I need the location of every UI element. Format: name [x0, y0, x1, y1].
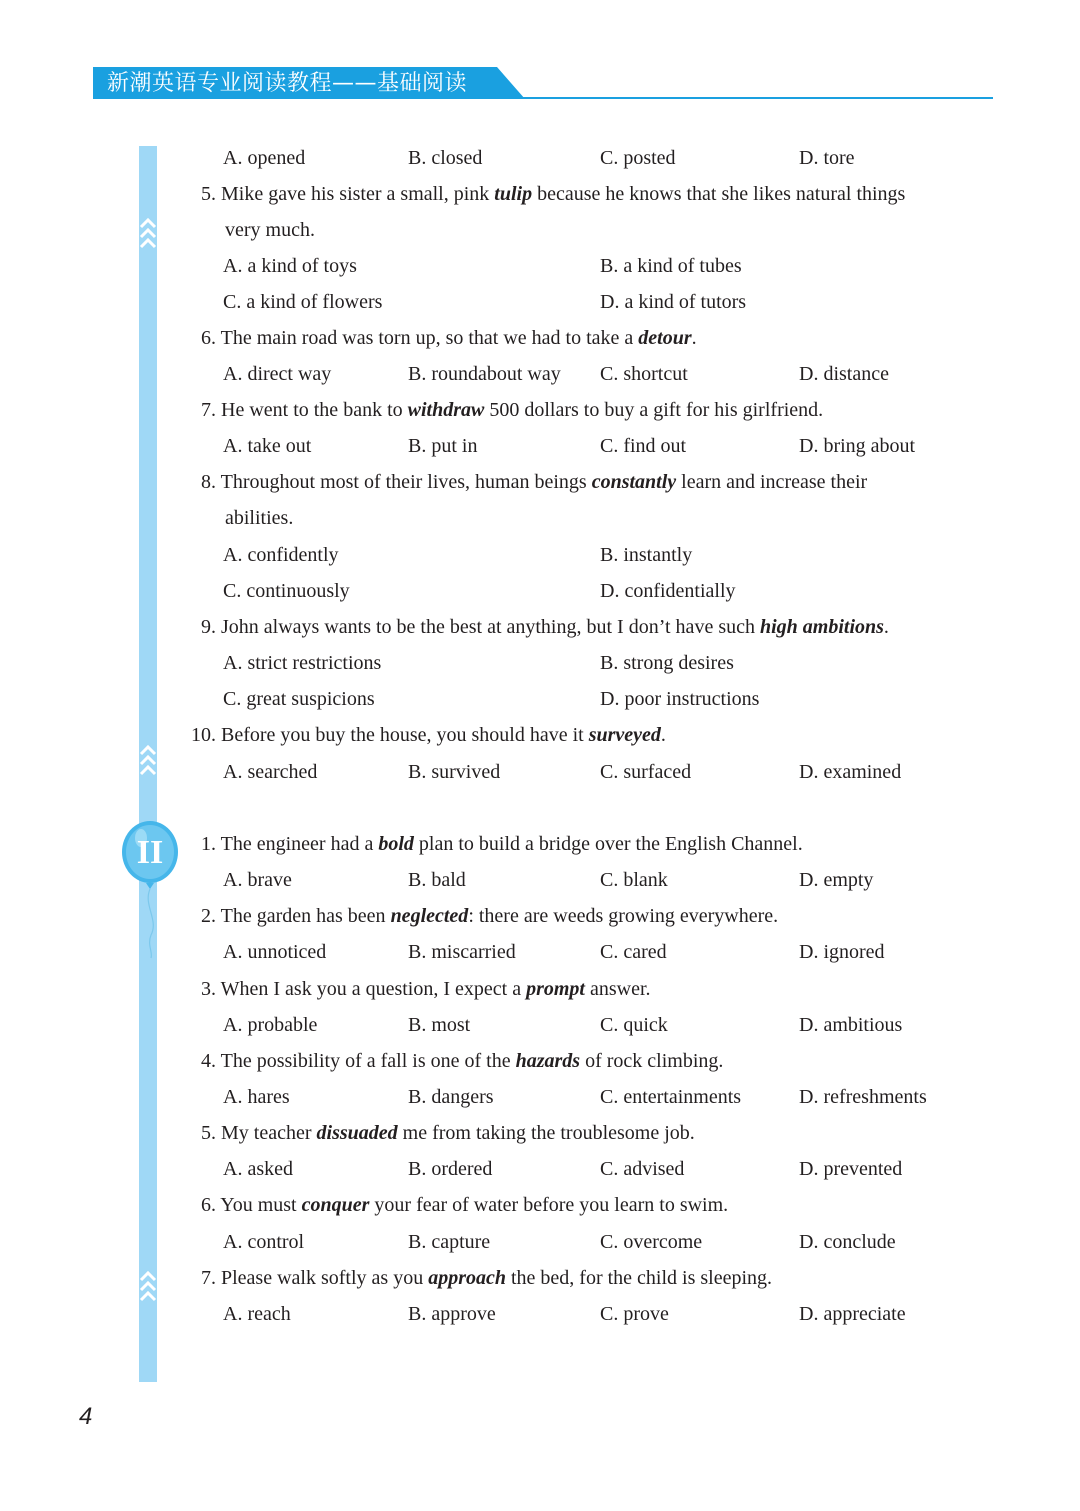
- option-d: D. conclude: [799, 1231, 896, 1253]
- stem-text: John always wants to be the best at anything, but I don’t have such: [216, 616, 760, 638]
- option-d: D. empty: [799, 869, 874, 891]
- option-c: C. advised: [600, 1158, 685, 1180]
- stem-text: : there are weeds growing everywhere.: [468, 905, 779, 927]
- stem-text: because he knows that she likes natural things: [532, 183, 906, 205]
- option-c: C. a kind of flowers: [223, 291, 383, 313]
- keyword: bold: [378, 833, 414, 855]
- option-b: B. put in: [408, 435, 478, 457]
- question-stem: [201, 826, 803, 862]
- chevron-up-icon: [139, 1268, 157, 1310]
- section-number: II: [136, 834, 164, 871]
- question-number: 10.: [191, 724, 216, 746]
- option-b: B. strong desires: [600, 652, 734, 674]
- keyword: detour: [638, 327, 692, 349]
- keyword: withdraw: [407, 399, 485, 421]
- question-number: 8.: [201, 471, 216, 493]
- question-stem: [191, 717, 666, 753]
- question-number: 1.: [201, 833, 216, 855]
- stem-text: .: [691, 327, 697, 349]
- option-a: A. confidently: [223, 544, 339, 566]
- option-d: D. ignored: [799, 941, 885, 963]
- stem-text: The possibility of a fall is one of the: [216, 1050, 516, 1072]
- keyword: hazards: [515, 1050, 581, 1072]
- keyword: conquer: [301, 1194, 370, 1216]
- option-b: B. dangers: [408, 1086, 494, 1108]
- option-c: C. continuously: [223, 580, 350, 602]
- option-b: B. capture: [408, 1231, 491, 1253]
- stem-text: Before you buy the house, you should have it: [216, 724, 589, 746]
- option-a: A. opened: [223, 147, 306, 169]
- stem-text: the bed, for the child is sleeping.: [505, 1267, 773, 1289]
- option-b: B. most: [408, 1014, 471, 1036]
- option-d: D. a kind of tutors: [600, 291, 747, 313]
- question-stem: [201, 320, 697, 356]
- option-b: B. survived: [408, 761, 501, 783]
- question-number: 2.: [201, 905, 216, 927]
- stem-text: learn and increase their: [676, 471, 868, 493]
- stem-text: plan to build a bridge over the English Channel.: [413, 833, 803, 855]
- option-c: C. prove: [600, 1303, 669, 1325]
- option-a: A. direct way: [223, 363, 332, 385]
- question-stem-continued: very much.: [225, 219, 315, 241]
- option-a: A. probable: [223, 1014, 318, 1036]
- stem-text: Please walk softly as you: [216, 1267, 429, 1289]
- question-stem: [201, 1043, 723, 1079]
- question-stem: [201, 392, 823, 428]
- stem-text: your fear of water before you learn to swim.: [369, 1194, 729, 1216]
- option-d: D. examined: [799, 761, 902, 783]
- question-stem: [201, 609, 889, 645]
- keyword: surveyed: [588, 724, 661, 746]
- option-d: D. bring about: [799, 435, 916, 457]
- stem-text: The main road was torn up, so that we had to take a: [216, 327, 639, 349]
- keyword: approach: [428, 1267, 506, 1289]
- option-b: B. bald: [408, 869, 466, 891]
- option-d: D. ambitious: [799, 1014, 903, 1036]
- question-stem: [201, 176, 905, 212]
- stem-text: 500 dollars to buy a gift for his girlfriend.: [484, 399, 824, 421]
- option-b: B. miscarried: [408, 941, 516, 963]
- stem-text: me from taking the troublesome job.: [397, 1122, 695, 1144]
- question-stem: [201, 898, 778, 934]
- option-c: C. great suspicions: [223, 688, 375, 710]
- stem-text: You must: [216, 1194, 302, 1216]
- option-c: C. blank: [600, 869, 668, 891]
- option-a: A. strict restrictions: [223, 652, 382, 674]
- option-a: A. asked: [223, 1158, 293, 1180]
- question-stem: [201, 971, 651, 1007]
- keyword: neglected: [390, 905, 469, 927]
- option-b: B. closed: [408, 147, 483, 169]
- question-stem-continued: abilities.: [225, 507, 294, 529]
- question-number: 3.: [201, 978, 216, 1000]
- option-a: A. searched: [223, 761, 318, 783]
- option-a: A. a kind of toys: [223, 255, 357, 277]
- option-d: D. distance: [799, 363, 889, 385]
- option-a: A. take out: [223, 435, 312, 457]
- option-a: A. reach: [223, 1303, 291, 1325]
- option-c: C. find out: [600, 435, 687, 457]
- keyword: high ambitions: [759, 616, 884, 638]
- question-stem: [201, 1115, 695, 1151]
- stem-text: of rock climbing.: [580, 1050, 724, 1072]
- option-b: B. instantly: [600, 544, 693, 566]
- page-header: [93, 67, 993, 101]
- option-c: C. overcome: [600, 1231, 703, 1253]
- question-number: 9.: [201, 616, 216, 638]
- option-c: C. shortcut: [600, 363, 688, 385]
- stem-text: My teacher: [216, 1122, 317, 1144]
- option-d: D. refreshments: [799, 1086, 927, 1108]
- stem-text: When I ask you a question, I expect a: [216, 978, 527, 1000]
- option-c: C. surfaced: [600, 761, 692, 783]
- question-stem: [201, 1187, 728, 1223]
- chevron-up-icon: [139, 215, 157, 257]
- option-d: D. poor instructions: [600, 688, 760, 710]
- stem-text: The garden has been: [216, 905, 391, 927]
- option-b: B. ordered: [408, 1158, 493, 1180]
- chevron-up-icon: [139, 742, 157, 784]
- question-number: 4.: [201, 1050, 216, 1072]
- option-a: A. hares: [223, 1086, 290, 1108]
- option-b: B. approve: [408, 1303, 496, 1325]
- option-d: D. tore: [799, 147, 855, 169]
- option-c: C. cared: [600, 941, 667, 963]
- stem-text: Mike gave his sister a small, pink: [216, 183, 495, 205]
- option-b: B. roundabout way: [408, 363, 561, 385]
- book-title: 新潮英语专业阅读教程——基础阅读: [107, 71, 468, 96]
- option-b: B. a kind of tubes: [600, 255, 742, 277]
- question-stem: [201, 1260, 772, 1296]
- stem-text: Throughout most of their lives, human beings: [216, 471, 592, 493]
- question-stem: [201, 464, 867, 500]
- question-number: 7.: [201, 399, 216, 421]
- option-a: A. brave: [223, 869, 292, 891]
- option-d: D. confidentially: [600, 580, 736, 602]
- page-number: 4: [79, 1403, 93, 1430]
- stem-text: answer.: [585, 978, 651, 1000]
- stem-text: He went to the bank to: [216, 399, 408, 421]
- option-a: A. unnoticed: [223, 941, 327, 963]
- header-rule: [93, 97, 993, 99]
- option-a: A. control: [223, 1231, 305, 1253]
- question-number: 7.: [201, 1267, 216, 1289]
- keyword: tulip: [494, 183, 533, 205]
- stem-text: .: [883, 616, 889, 638]
- option-c: C. quick: [600, 1014, 668, 1036]
- question-number: 6.: [201, 1194, 216, 1216]
- question-number: 5.: [201, 183, 216, 205]
- keyword: prompt: [526, 978, 585, 1000]
- stem-text: The engineer had a: [216, 833, 379, 855]
- option-c: C. entertainments: [600, 1086, 742, 1108]
- option-d: D. prevented: [799, 1158, 903, 1180]
- stem-text: .: [660, 724, 666, 746]
- question-number: 5.: [201, 1122, 216, 1144]
- question-number: 6.: [201, 327, 216, 349]
- keyword: constantly: [591, 471, 677, 493]
- option-c: C. posted: [600, 147, 676, 169]
- option-d: D. appreciate: [799, 1303, 906, 1325]
- keyword: dissuaded: [316, 1122, 398, 1144]
